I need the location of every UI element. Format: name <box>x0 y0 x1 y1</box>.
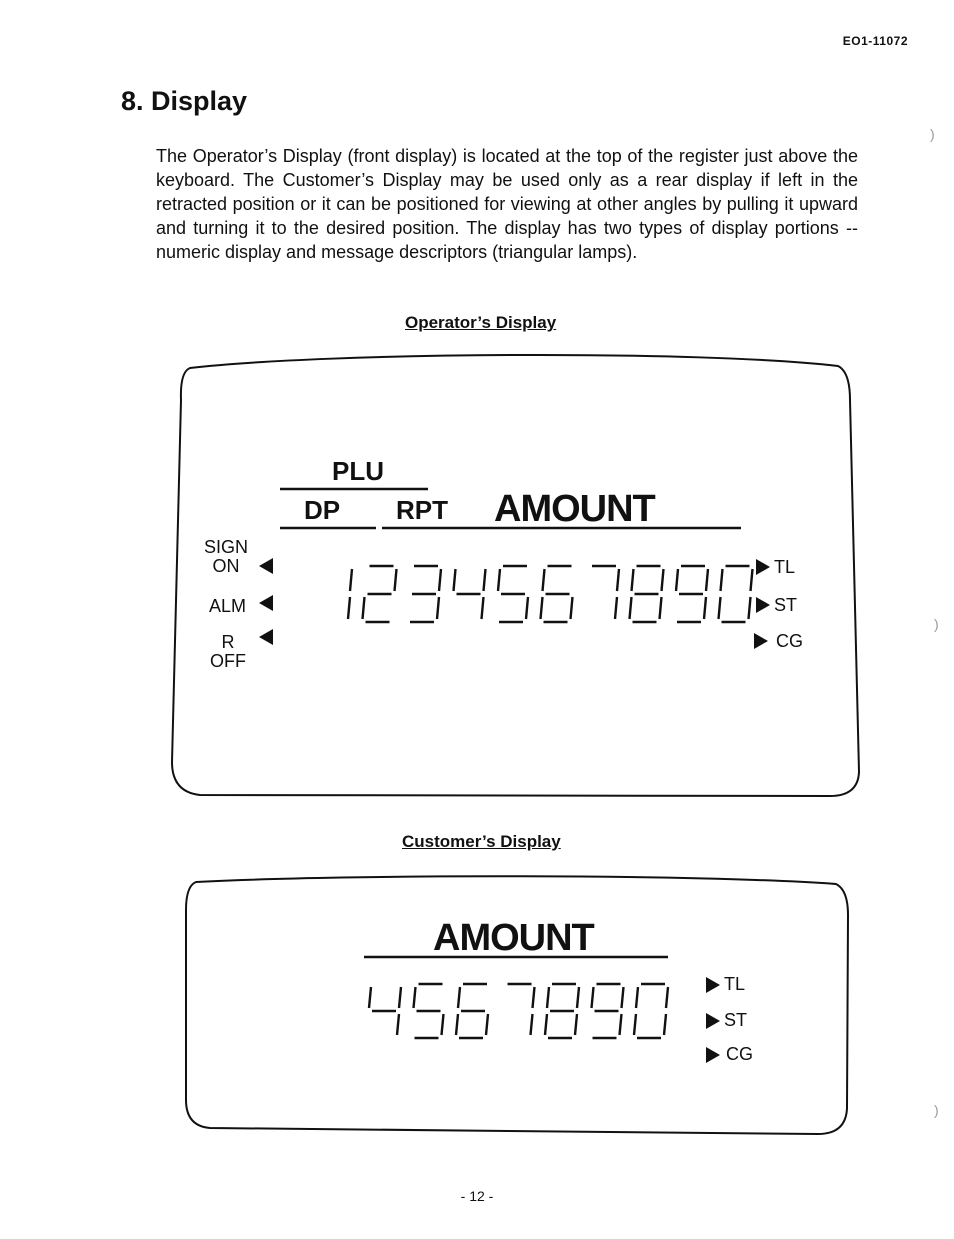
alm-label: ALM <box>209 596 247 616</box>
cg-label: CG <box>776 631 803 651</box>
digit-segment <box>545 1014 547 1035</box>
digit-segment <box>676 569 678 591</box>
digit-segment <box>397 1014 399 1035</box>
dp-label: DP <box>304 495 341 525</box>
digit-segment <box>439 569 441 591</box>
digit-segment <box>749 597 751 619</box>
operator-digit-readout <box>348 566 753 622</box>
digit-segment <box>617 569 619 591</box>
digit-segment <box>442 1014 444 1035</box>
digit-segment <box>350 569 352 591</box>
digit-segment <box>660 597 662 619</box>
digit-segment <box>541 597 543 619</box>
operator-display-caption: Operator’s Display <box>405 313 557 332</box>
digit-segment <box>456 1014 458 1035</box>
customer-amount-label: AMOUNT <box>433 917 594 959</box>
intro-paragraph: The Operator’s Display (front display) is located at the top of the register just above the keyboard. The Customer’s Display may be used only as a rear display if left in the retracted position or it can be positioned for viewing at other angles by pulling it upward and turning it to the desired position. The display has two types of display portions -- numeric display and message descriptors (triangular lamps). <box>156 146 858 262</box>
cust-tl-label: TL <box>724 974 746 994</box>
cust-cg-label: CG <box>726 1044 753 1064</box>
r-off-triangle <box>259 629 273 645</box>
operator-display-frame <box>172 355 859 796</box>
digit-segment <box>719 597 721 619</box>
doc-number: EO1-11072 <box>842 34 908 48</box>
sign-on-label: SIGN ON <box>204 537 249 576</box>
digit-segment <box>632 569 634 591</box>
cust-st-label: ST <box>724 1010 748 1030</box>
digit-segment <box>482 597 484 619</box>
st-triangle <box>756 597 770 613</box>
digit-segment <box>622 987 624 1008</box>
digit-segment <box>634 1014 636 1035</box>
digit-segment <box>363 597 365 619</box>
digit-segment <box>704 597 706 619</box>
cust-tl-triangle <box>706 977 720 993</box>
digit-segment <box>414 987 416 1008</box>
digit-segment <box>458 987 460 1008</box>
alm-triangle <box>259 595 273 611</box>
customer-display-frame <box>186 876 848 1134</box>
digit-segment <box>721 569 723 591</box>
digit-segment <box>395 569 397 591</box>
digit-segment <box>348 597 350 619</box>
tl-triangle <box>756 559 770 575</box>
rpt-label: RPT <box>396 495 448 525</box>
customer-display-caption: Customer’s Display <box>402 832 561 851</box>
digit-segment <box>484 569 486 591</box>
digit-segment <box>498 569 500 591</box>
digit-segment <box>399 987 401 1008</box>
digit-segment <box>531 1014 533 1035</box>
plu-label: PLU <box>332 456 384 486</box>
r-off-label: R OFF <box>210 632 246 671</box>
digit-segment <box>437 597 439 619</box>
digit-segment <box>706 569 708 591</box>
digit-segment <box>454 569 456 591</box>
digit-segment <box>577 987 579 1008</box>
digit-segment <box>630 597 632 619</box>
digit-segment <box>620 1014 622 1035</box>
digit-segment <box>664 1014 666 1035</box>
st-label: ST <box>774 595 798 615</box>
digit-segment <box>751 569 753 591</box>
sign-on-triangle <box>259 558 273 574</box>
digit-segment <box>571 597 573 619</box>
digit-segment <box>666 987 668 1008</box>
page-number: - 12 - <box>460 1188 494 1204</box>
margin-mark: ) <box>930 126 935 142</box>
digit-segment <box>575 1014 577 1035</box>
digit-segment <box>369 987 371 1008</box>
cust-cg-triangle <box>706 1047 720 1063</box>
digit-segment <box>533 987 535 1008</box>
margin-mark: ) <box>934 1102 939 1118</box>
digit-segment <box>526 597 528 619</box>
digit-segment <box>543 569 545 591</box>
margin-mark: ) <box>934 616 939 632</box>
cust-st-triangle <box>706 1013 720 1029</box>
digit-segment <box>486 1014 488 1035</box>
section-title: 8. Display <box>121 86 248 116</box>
digit-segment <box>615 597 617 619</box>
amount-label: AMOUNT <box>494 488 655 530</box>
tl-label: TL <box>774 557 796 577</box>
customer-digit-readout <box>369 984 668 1038</box>
cg-triangle <box>754 633 768 649</box>
digit-segment <box>547 987 549 1008</box>
digit-segment <box>592 987 594 1008</box>
digit-segment <box>662 569 664 591</box>
digit-segment <box>636 987 638 1008</box>
